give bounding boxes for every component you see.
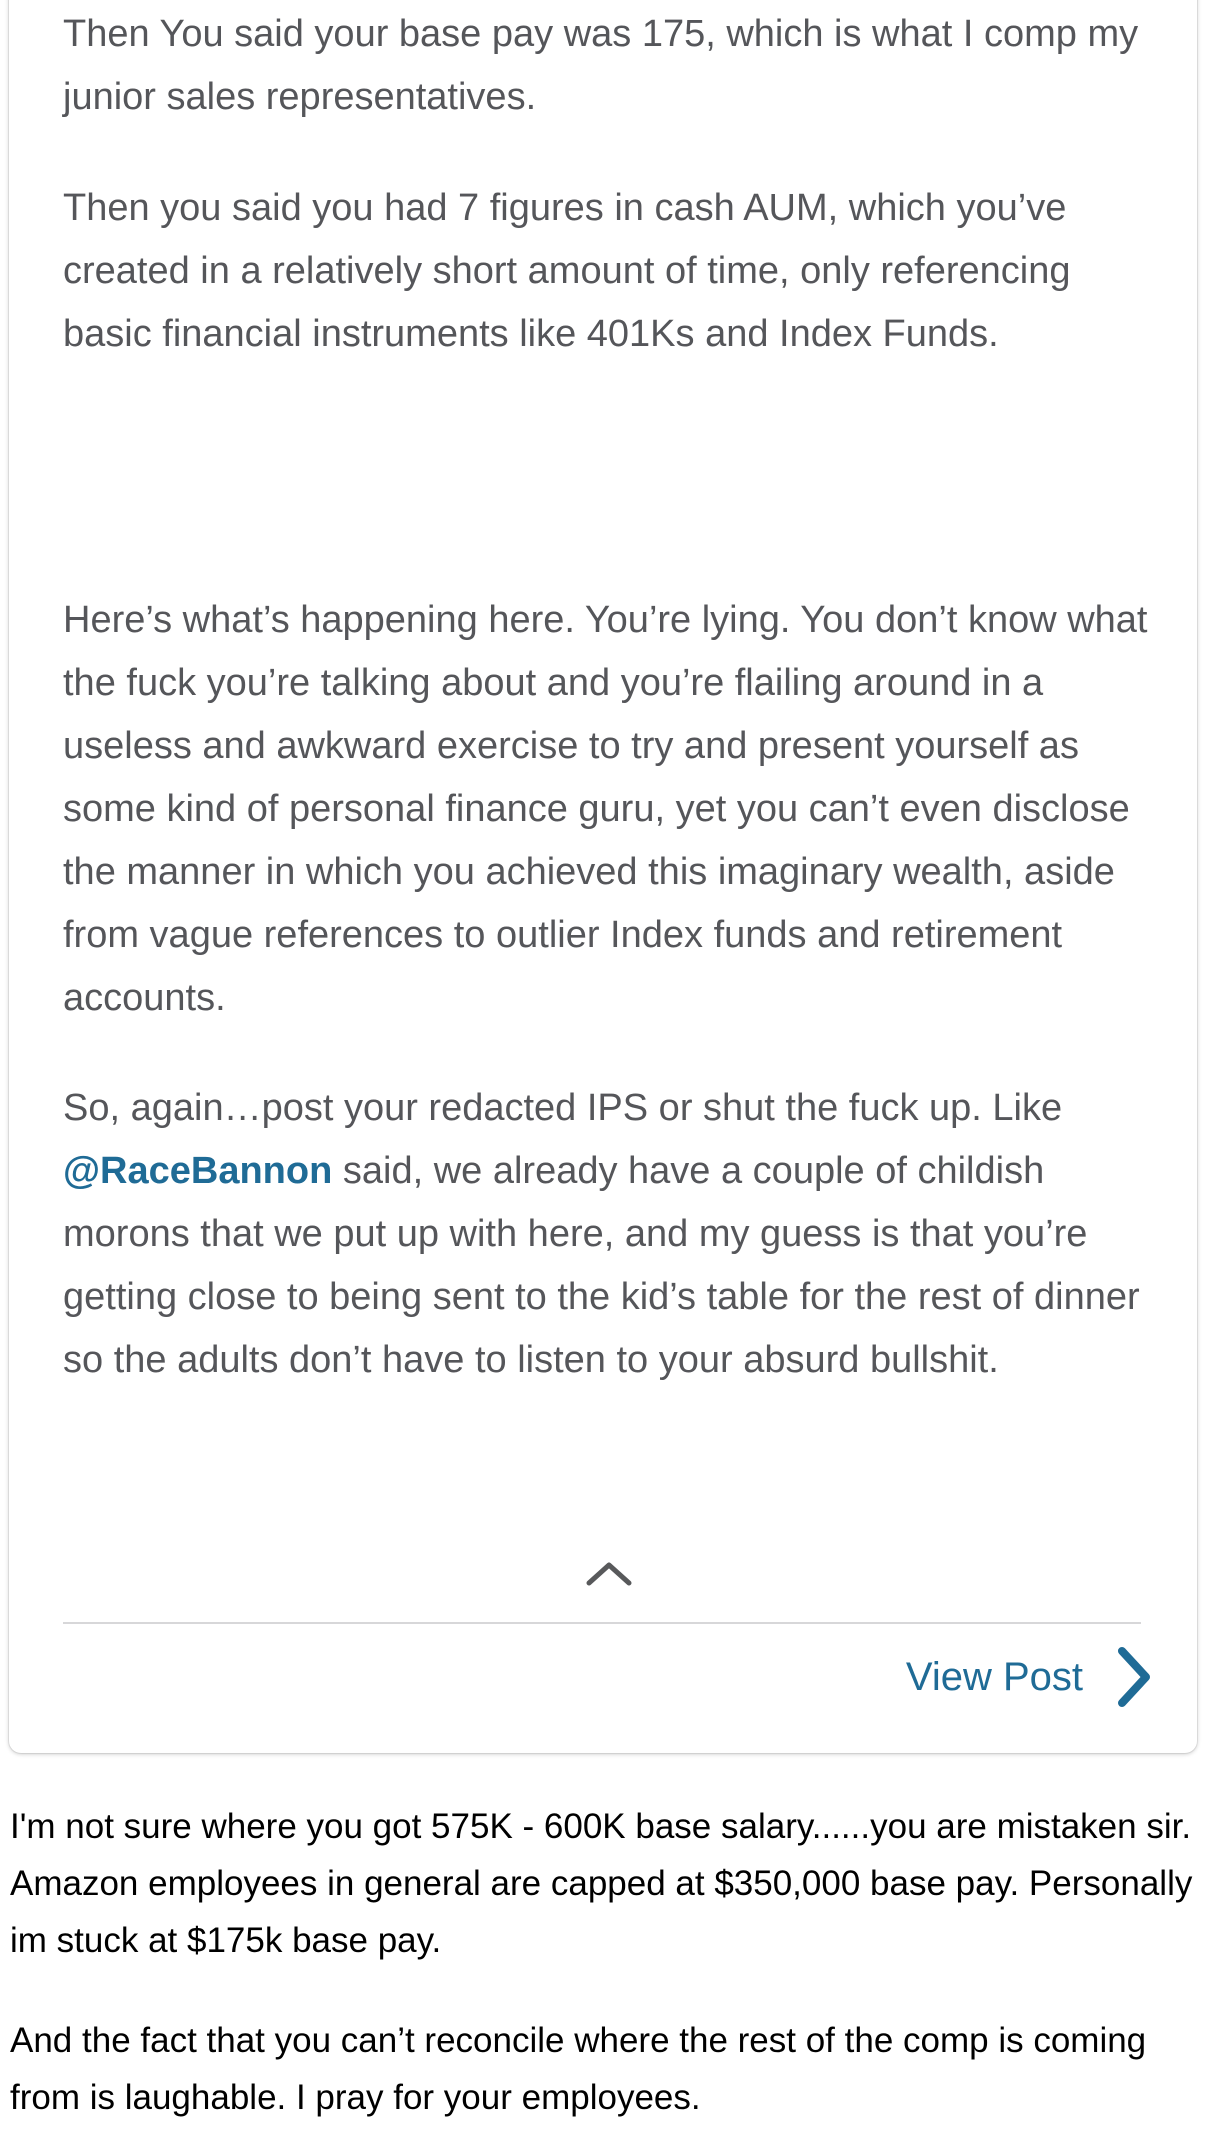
quote-paragraph-3: Here’s what’s happening here. You’re lying. You don’t know what the fuck you’re talking about and you’re flailing around in a useless and awkward exercise to try and present yourself as some kind of personal finance guru, yet you can’t even disclose the manner in which you achieved this imaginary wealth, aside from vague references to outlier Index funds and retirement accounts. [63,599,1148,1019]
quote-card [9,0,1197,1753]
quote-paragraph-4-text-start: So, again…post your redacted IPS or shut the fuck up. Like [63,1087,1063,1129]
quote-paragraph-4-text-end: said, we already have a couple of childish morons that we put up with here, and my guess is that you’re getting close to being sent to the kid’s table for the rest of dinner so the adults don’t have to listen to your absurd bullshit. [63,1150,1140,1381]
quote-paragraph-1: Then You said your base pay was 175, which is what I comp my junior sales representatives. [63,13,1139,118]
reply-paragraph-1: I'm not sure where you got 575K - 600K base salary......you are mistaken sir. Amazon employees in general are capped at $350,000 base pay. Personally im stuck at $175k base pay. [10,1807,1193,1960]
quote-paragraph-2: Then you said you had 7 figures in cash AUM, which you’ve created in a relatively short amount of time, only referencing basic financial instruments like 401Ks and Index Funds. [63,187,1071,355]
view-post-label: View Post [905,1654,1083,1699]
quote-divider [63,1622,1141,1624]
user-mention-link[interactable]: @RaceBannon [63,1150,333,1192]
chevron-right-icon [1113,1645,1155,1709]
reply-paragraph-2: And the fact that you can’t reconcile where the rest of the comp is coming from is laughable. I pray for your employees. [10,2021,1147,2117]
chevron-up-icon[interactable] [583,1557,635,1589]
view-post-link[interactable] [906,1642,1155,1712]
quote-paragraph-4 [63,1077,1163,1392]
